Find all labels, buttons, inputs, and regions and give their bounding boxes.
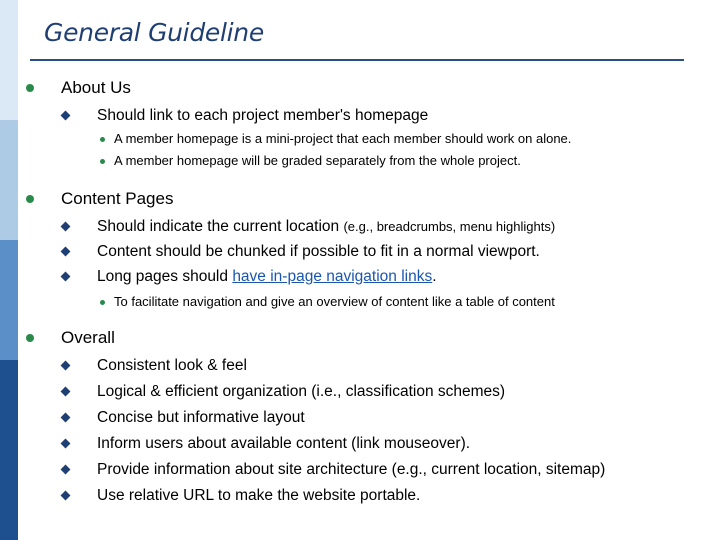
- sidebar-band-2: [0, 120, 18, 240]
- list-item-note: (e.g., breadcrumbs, menu highlights): [343, 219, 556, 234]
- list-item-text-before: Long pages should: [97, 268, 233, 285]
- list-item-main-text: Should indicate the current location: [97, 218, 340, 235]
- diamond-bullet-icon: [61, 439, 71, 449]
- slide-title: General Guideline: [44, 18, 264, 47]
- list-item-text: Consistent look & feel: [97, 357, 247, 374]
- dot-bullet-icon: [26, 334, 34, 342]
- sub-list-item-text: A member homepage will be graded separately from the whole project.: [114, 153, 521, 168]
- section-heading: Overall: [61, 328, 115, 347]
- list-item-text: Logical & efficient organization (i.e., classification schemes): [97, 383, 506, 400]
- sidebar-band-4: [0, 360, 18, 540]
- title-divider: [30, 59, 684, 61]
- diamond-bullet-icon: [61, 387, 71, 397]
- list-item-text-after: .: [432, 268, 437, 285]
- list-item-text: Concise but informative layout: [97, 409, 305, 426]
- diamond-bullet-icon: [61, 491, 71, 501]
- diamond-bullet-icon: [61, 465, 71, 475]
- section-heading: Content Pages: [61, 189, 174, 208]
- dot-bullet-icon: [26, 84, 34, 92]
- diamond-bullet-icon: [61, 361, 71, 371]
- diamond-bullet-icon: [61, 247, 71, 257]
- list-item-text: Use relative URL to make the website portable.: [97, 487, 421, 504]
- list-item-text: Content should be chunked if possible to fit in a normal viewport.: [97, 243, 540, 260]
- decorative-sidebar: [0, 0, 18, 540]
- list-item-text: Should link to each project member's homepage: [97, 107, 429, 124]
- list-item-text: [97, 267, 437, 287]
- sidebar-band-3: [0, 240, 18, 360]
- sub-list-item-text: To facilitate navigation and give an overview of content like a table of content: [114, 294, 555, 309]
- list-item-text: Provide information about site architecture (e.g., current location, sitemap): [97, 461, 606, 478]
- diamond-bullet-icon: [61, 111, 71, 121]
- diamond-bullet-icon: [61, 222, 71, 232]
- diamond-bullet-icon: [61, 272, 71, 282]
- dot-bullet-icon: [100, 159, 105, 164]
- list-item-text: Inform users about available content (link mouseover).: [97, 435, 471, 452]
- section-heading: About Us: [61, 78, 131, 97]
- dot-bullet-icon: [100, 137, 105, 142]
- sidebar-band-1: [0, 0, 18, 120]
- dot-bullet-icon: [100, 300, 105, 305]
- in-page-navigation-link[interactable]: have in-page navigation links: [232, 268, 433, 285]
- sub-list-item-text: A member homepage is a mini-project that each member should work on alone.: [114, 131, 572, 146]
- dot-bullet-icon: [26, 195, 34, 203]
- diamond-bullet-icon: [61, 413, 71, 423]
- list-item-text: [97, 217, 555, 237]
